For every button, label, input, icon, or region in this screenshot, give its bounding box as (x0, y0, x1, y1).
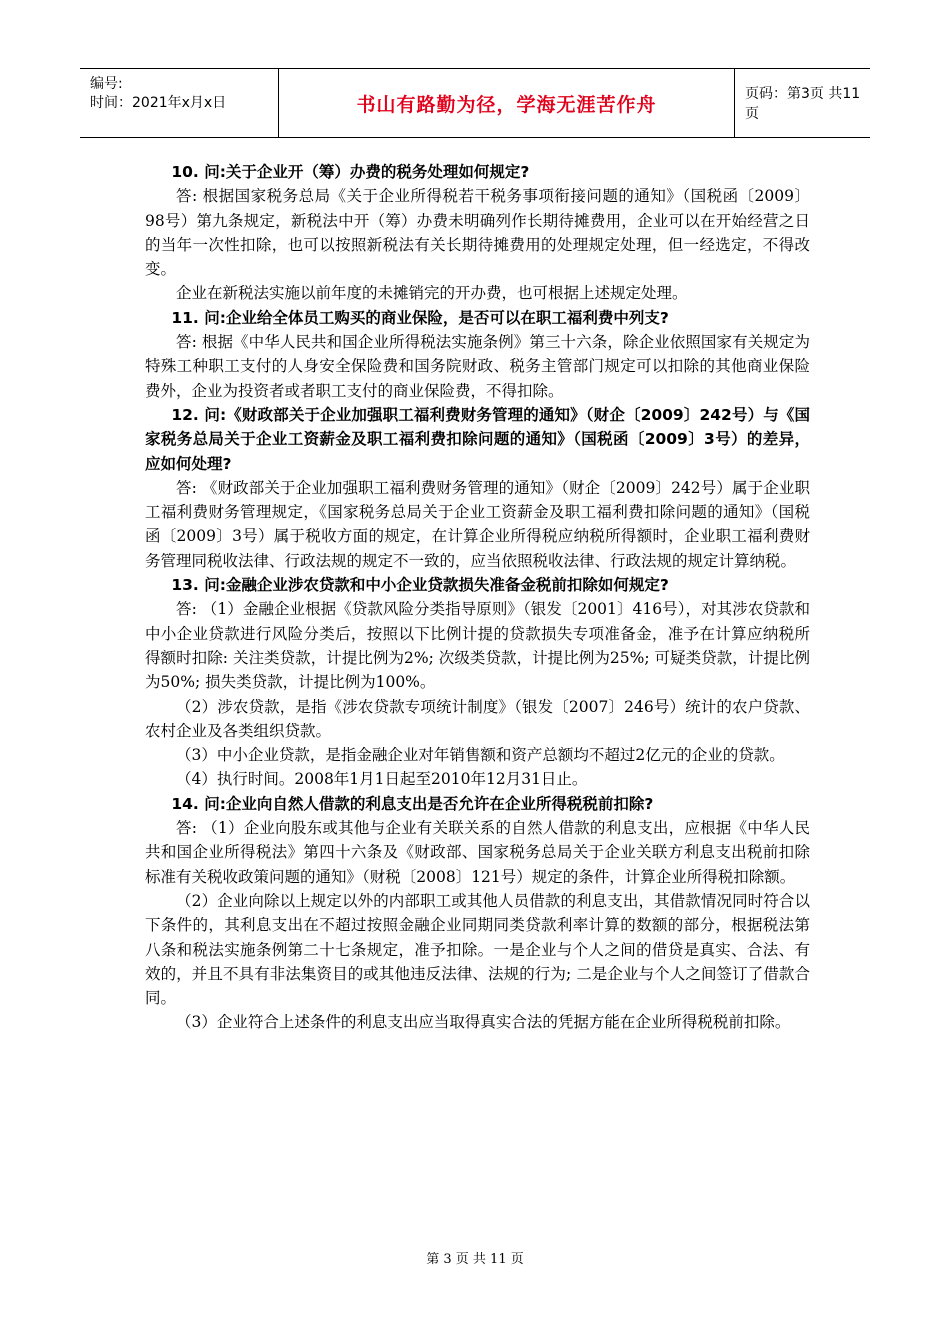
answer-10-note: 企业在新税法实施以前年度的未摊销完的开办费，也可根据上述规定处理。 (176, 284, 688, 303)
answer-13-item-3: （3）中小企业贷款，是指金融企业对年销售额和资产总额均不超过2亿元的企业的贷款。 (176, 746, 785, 765)
answer-10: 答: 根据国家税务总局《关于企业所得税若干税务事项衔接问题的通知》（国税函〔2009〕98号）第九条规定，新税法中开（筹）办费未明确列作长期待摊费用，企业可以在开始经营之日的当年一次性扣除，也可以按照新税法有关长期待摊费用的处理规定处理，但一经选定，不得改变。 (145, 187, 810, 279)
question-13: 13. 问:金融企业涉农贷款和中小企业贷款损失准备金税前扣除如何规定? (171, 576, 669, 595)
document-number-label: 编号: (90, 76, 123, 92)
answer-13-item-2: （2）涉农贷款，是指《涉农贷款专项统计制度》（银发〔2007〕246号）统计的农户贷款、农村企业及各类组织贷款。 (145, 697, 810, 740)
answer-12: 答: 《财政部关于企业加强职工福利费财务管理的通知》（财企〔2009〕242号）属于企业职工福利费财务管理规定，《国家税务总局关于企业工资薪金及职工福利费扣除问题的通知》（国税函〔2009〕3号）属于税收方面的规定，在计算企业所得税应纳税所得额时，企业职工福利费财务管理同税收法律、行政法规的规定不一致的，应当依照税收法律、行政法规的规定计算纳税。 (145, 478, 810, 570)
header-left-cell (80, 69, 279, 137)
page-header (80, 68, 870, 138)
page-footer: 第 3 页 共 11 页 (426, 1252, 524, 1267)
answer-13-item-1: 答: （1）金融企业根据《贷款风险分类指导原则》（银发〔2001〕416号），对其涉农贷款和中小企业贷款进行风险分类后，按照以下比例计提的贷款损失专项准备金，准予在计算应纳税所得额时扣除: 关注类贷款，计提比例为2%; 次级类贷款，计提比例为25%; 可疑类贷款，计提比例为50%; 损失类贷款，计提比例为100%。 (145, 600, 810, 692)
answer-13-item-4: （4）执行时间。2008年1月1日起至2010年12月31日止。 (176, 770, 588, 789)
header-page-info: 页码：第3页 共11页 (745, 86, 861, 122)
question-11: 11. 问:企业给全体员工购买的商业保险，是否可以在职工福利费中列支? (171, 308, 669, 327)
header-motto: 书山有路勤为径，学海无涯苦作舟 (279, 69, 735, 137)
answer-14-item-3: （3）企业符合上述条件的利息支出应当取得真实合法的凭据方能在企业所得税税前扣除。 (176, 1013, 791, 1032)
question-12: 12. 问:《财政部关于企业加强职工福利费财务管理的通知》（财企〔2009〕242号）与《国家税务总局关于企业工资薪金及职工福利费扣除问题的通知》（国税函〔2009〕3号）的差异，应如何处理? (145, 405, 810, 473)
answer-11: 答: 根据《中华人民共和国企业所得税法实施条例》第三十六条，除企业依照国家有关规定为特殊工种职工支付的人身安全保险费和国务院财政、税务主管部门规定可以扣除的其他商业保险费外，企业为投资者或者职工支付的商业保险费，不得扣除。 (145, 333, 810, 400)
document-body (145, 160, 810, 1035)
document-date: 时间：2021年x月x日 (90, 95, 227, 111)
answer-14-item-1: 答: （1）企业向股东或其他与企业有关联关系的自然人借款的利息支出，应根据《中华人民共和国企业所得税法》第四十六条及《财政部、国家税务总局关于企业关联方利息支出税前扣除标准有关税收政策问题的通知》（财税〔2008〕121号）规定的条件，计算企业所得税扣除额。 (145, 819, 810, 886)
question-14: 14. 问:企业向自然人借款的利息支出是否允许在企业所得税税前扣除? (171, 794, 654, 813)
question-10: 10. 问:关于企业开（筹）办费的税务处理如何规定? (171, 163, 530, 181)
answer-14-item-2: （2）企业向除以上规定以外的内部职工或其他人员借款的利息支出，其借款情况同时符合以下条件的，其利息支出在不超过按照金融企业同期同类贷款利率计算的数额的部分，根据税法第八条和税法实施条例第二十七条规定，准予扣除。一是企业与个人之间的借贷是真实、合法、有效的，并且不具有非法集资目的或其他违反法律、法规的行为; 二是企业与个人之间签订了借款合同。 (145, 891, 810, 1008)
